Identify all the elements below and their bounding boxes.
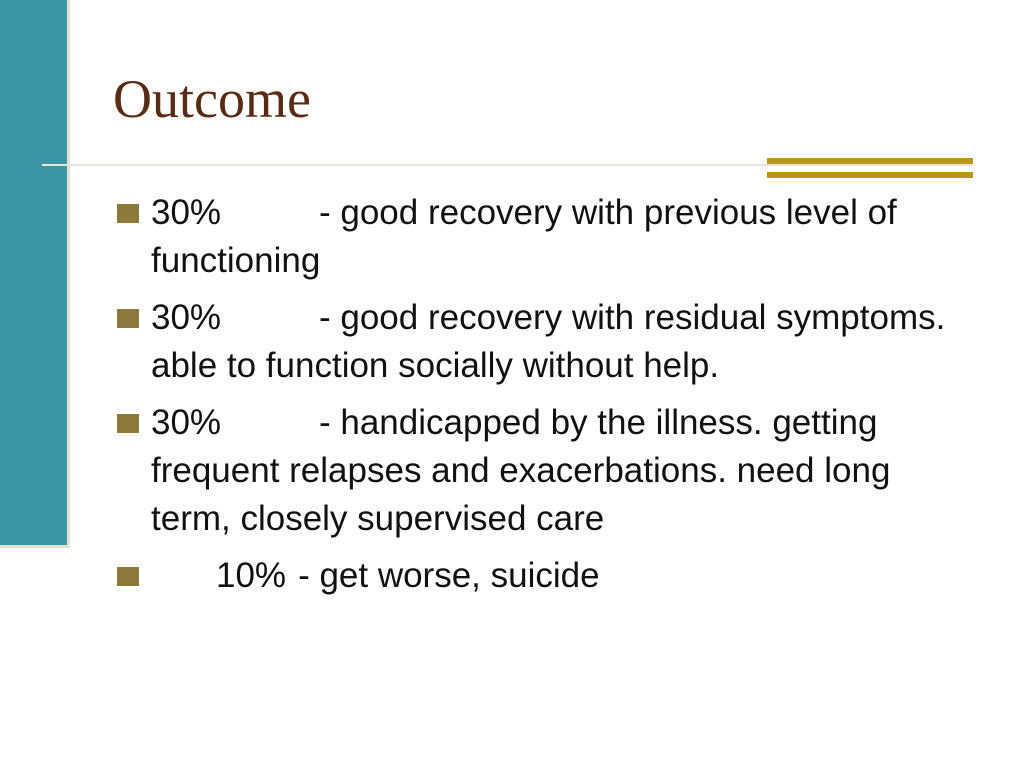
- square-bullet-icon: [117, 204, 139, 223]
- bullet-text: - handicapped by the illness. getting frequent relapses and exacerbations. need long term, closely supervised care: [151, 403, 891, 538]
- title-divider: [42, 164, 972, 166]
- sidebar-accent-bar: [0, 0, 67, 545]
- bullet-item: [113, 189, 973, 285]
- sidebar-bottom-shadow: [0, 545, 70, 548]
- square-bullet-icon: [117, 414, 139, 433]
- sidebar-edge-shadow: [67, 0, 70, 548]
- bullet-item: [113, 294, 973, 390]
- bullet-percent: 10%: [216, 556, 287, 595]
- bullet-list: [113, 189, 973, 609]
- bullet-item: [113, 552, 973, 600]
- bullet-text: - good recovery with previous level of functioning: [151, 193, 897, 280]
- bullet-percent: 30%: [151, 298, 222, 337]
- square-bullet-icon: [117, 567, 139, 586]
- bullet-percent: 30%: [151, 193, 222, 232]
- bullet-item: [113, 399, 973, 543]
- square-bullet-icon: [117, 309, 139, 328]
- bullet-percent: 30%: [151, 403, 222, 442]
- slide-title: Outcome: [113, 69, 311, 129]
- gold-accent-line-top: [767, 158, 973, 164]
- bullet-text: - good recovery with residual symptoms. able to function socially without help.: [151, 298, 946, 385]
- gold-accent-line-bottom: [767, 172, 973, 178]
- bullet-text: - get worse, suicide: [298, 556, 600, 595]
